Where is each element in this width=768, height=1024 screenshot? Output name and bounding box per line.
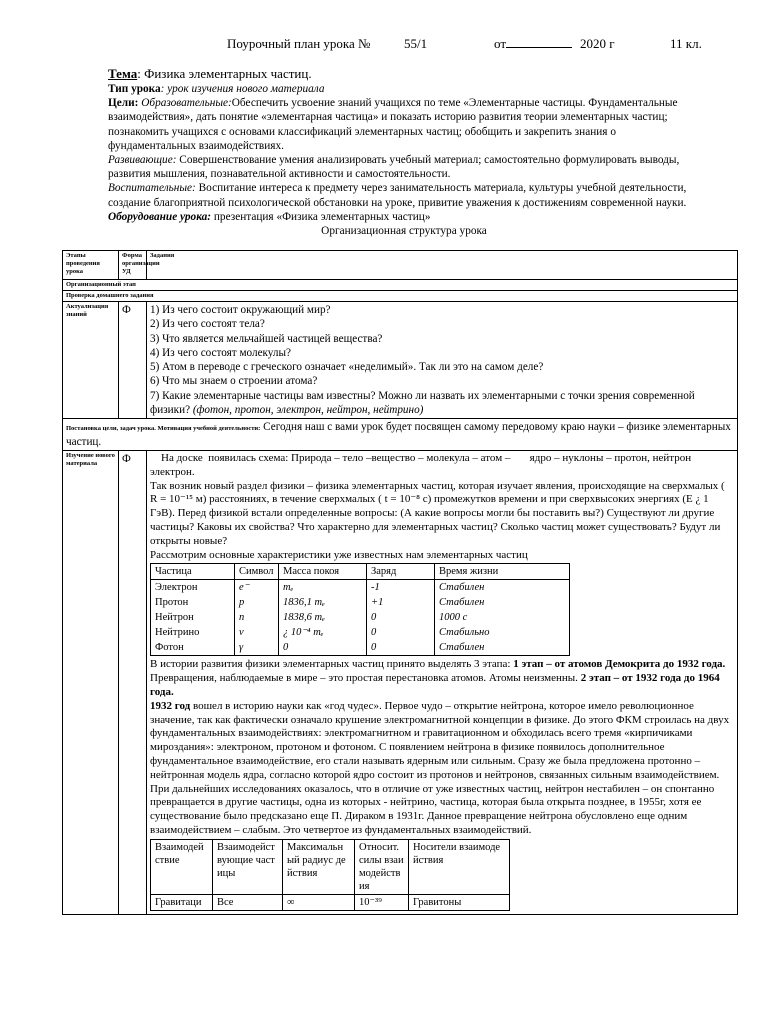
type-label: Тип урока xyxy=(108,83,161,95)
equipment xyxy=(108,210,700,224)
question: 1) Из чего состоит окружающий мир? xyxy=(150,304,331,316)
particles-table xyxy=(150,563,570,656)
particle-mass: 0 xyxy=(283,642,289,654)
dev-goals xyxy=(108,153,700,181)
particle-lifetime: Стабилен xyxy=(439,642,485,654)
stage-2: 2 этап – от 1932 года до 1964 года. xyxy=(150,672,720,698)
goal-setting-label: Постановка цели, задач урока. Мотивация учебной деятельности: xyxy=(66,425,261,433)
particles-head-cell: Масса покоя xyxy=(279,564,367,580)
particle-symbol: γ xyxy=(239,642,244,654)
year-1932-text xyxy=(150,700,734,783)
year-1932-desc: вошел в историю науки как «год чудес». Первое чудо – открытие нейтрона, которое имело революционное значение, так как фактически означало крушение электромагнитной концепции в физике. До этого ФКМ строилась на двух фундаментальных взаимодействиях: электромагнитном и гравитационном и обходилась всего тремя «кирпичиками мироздания»: электроном, протоном и фотоном. С появлением нейтрона в физике появилось дополнительное фундаментальное взаимодействие, его стали называть ядерным или сильным. Сразу же была предложена протонно – нейтронная модель ядра, согласно которой ядро состоит из протонов и нейтронов, связанных сильным взаимодействием. xyxy=(150,699,730,781)
question: 4) Из чего состоят молекулы? xyxy=(150,346,291,359)
particles-head-cell: Заряд xyxy=(367,564,435,580)
stage-1: 1 этап – от атомов Демокрита до 1932 года. xyxy=(513,658,726,671)
plan-label: Поурочный план урока № xyxy=(227,36,371,51)
grade: 11 кл. xyxy=(670,36,702,51)
table-header-row xyxy=(63,251,738,280)
upb-label: Воспитательные: xyxy=(108,182,196,195)
year-1932: 1932 год xyxy=(150,699,191,712)
interaction-row xyxy=(151,894,510,910)
question: 2) Из чего состоят тела? xyxy=(150,318,265,331)
particle-row xyxy=(151,595,570,610)
equip-label: Оборудование урока: xyxy=(108,210,212,223)
upb-text: Воспитание интереса к предмету через занимательность материала, культуры учебной деятельности, создание благоприятной психологической обстановки на уроке, привитие уважения к достижениям современной науки. xyxy=(108,182,687,209)
stages-text xyxy=(150,658,734,672)
particle-name: Нейтрон xyxy=(151,610,235,625)
header-line xyxy=(0,36,768,54)
upbringing-goals xyxy=(108,181,700,209)
particles-head-cell: Частица xyxy=(151,564,235,580)
year: 2020 г xyxy=(580,36,615,51)
question: 6) Что мы знаем о строении атома? xyxy=(150,375,318,388)
particle-mass: ¿ 10⁻⁴ mₑ xyxy=(283,627,324,639)
particle-lifetime: Стабильно xyxy=(439,627,490,639)
homework: Проверка домашнего задания xyxy=(63,291,738,302)
particle-row xyxy=(151,580,570,596)
particle-mass: mₑ xyxy=(283,582,294,594)
goals xyxy=(108,96,700,153)
particle-lifetime: Стабилен xyxy=(439,582,485,594)
goal-setting-text: Сегодня наш с вами урок будет посвящен самому передовому краю науки – физике элементарных частиц. xyxy=(66,421,731,448)
particle-row xyxy=(151,625,570,640)
actualization-row xyxy=(63,302,738,419)
particle-lifetime: Стабилен xyxy=(439,597,485,609)
form-frontal: Ф xyxy=(119,450,147,914)
date-field xyxy=(494,36,572,52)
topic-label: Тема xyxy=(108,66,138,81)
date-prefix: от xyxy=(494,36,507,51)
interaction-carriers: Гравитоны xyxy=(409,894,510,910)
particle-name: Протон xyxy=(151,595,235,610)
particle-row xyxy=(151,640,570,656)
particle-symbol: e⁻ xyxy=(239,582,250,594)
question xyxy=(150,389,734,418)
particle-charge: 0 xyxy=(371,612,377,624)
edu-text: Обеспечить усвоение знаний учащихся по теме «Элементарные частицы. Фундаментальные взаимодействия», дать понятие «элементарная частица» и показать историю развития теории элементарных частиц; познакомить учащихся с основами классификаций элементарных частиц; обобщить и закрепить знания о фундаментальных взаимодействиях. xyxy=(108,97,678,152)
lesson-structure-table xyxy=(62,250,738,915)
edu-label: Образовательные: xyxy=(141,97,232,110)
col-tasks: Задания xyxy=(147,251,738,280)
org-stage: Организационный этап xyxy=(63,280,738,291)
particle-row xyxy=(151,610,570,625)
date-blank xyxy=(506,36,572,48)
study-content xyxy=(147,450,738,914)
scheme-text: На доске появилась схема: Природа – тело –вещество – молекула – атом – ядро – нуклоны – протон, нейтрон электрон. xyxy=(150,451,694,478)
particle-name: Электрон xyxy=(151,580,235,596)
org-stage-row xyxy=(63,280,738,291)
particle-symbol: n xyxy=(239,612,245,624)
interactions-header xyxy=(151,839,510,894)
interaction-particles: Все xyxy=(213,894,283,910)
interaction-name: Гравитаци xyxy=(151,894,213,910)
interactions-head-cell: Относит. силы взаимодействия xyxy=(355,839,409,894)
interactions-head-cell: Взаимодействующие частицы xyxy=(213,839,283,894)
homework-row xyxy=(63,291,738,302)
new-branch-text: Так возник новый раздел физики – физика элементарных частиц, которая изучает явления, происходящие на сверхмалых ( R = 10⁻¹⁵ м) расстояниях, в течение сверхмалых ( t = 10⁻⁸ с) промежутков времени и при сверхвысоких энергиях (Е ¿ 1 ГэВ). Перед физикой встали определенные вопросы: (А какие вопросы могли бы поставить вы?) Существуют ли другие частицы? Каковы их свойства? Что характерно для элементарных частиц? Сколько частиц может существовать? Будут ли открыты новые? xyxy=(150,479,725,547)
study-row xyxy=(63,450,738,914)
lesson-type xyxy=(108,82,700,96)
stages-intro: В истории развития физики элементарных частиц принято выделять 3 этапа: xyxy=(150,658,514,671)
goal-setting-row xyxy=(63,419,738,451)
particle-symbol: p xyxy=(239,597,245,609)
particle-charge: 0 xyxy=(371,627,377,639)
type-value: : урок изучения нового материала xyxy=(160,83,325,95)
col-stage: Этапы проведения урока xyxy=(63,251,119,280)
stage-1-desc: Превращения, наблюдаемые в мире – это простая перестановка атомов. Атомы неизменны. xyxy=(150,672,581,685)
interactions-table xyxy=(150,839,510,911)
particle-name: Фотон xyxy=(151,640,235,656)
goals-label: Цели: xyxy=(108,97,139,110)
plan-number: 55/1 xyxy=(404,36,428,51)
particle-name: Нейтрино xyxy=(151,625,235,640)
particle-lifetime: 1000 с xyxy=(439,612,468,624)
particles-head-cell: Время жизни xyxy=(435,564,570,580)
interaction-strength: 10⁻³⁹ xyxy=(355,894,409,910)
structure-title: Организационная структура урока xyxy=(321,225,487,238)
particle-symbol: ν xyxy=(239,627,244,639)
dev-text: Совершенствование умения анализировать учебный материал; самостоятельно формулировать выводы, развития мышления, познавательной активности и самостоятельности. xyxy=(108,154,680,181)
equip-text: презентация «Физика элементарных частиц» xyxy=(211,210,431,223)
interactions-head-cell: Взаимодействие xyxy=(151,839,213,894)
col-form: Форма организации УД xyxy=(119,251,147,280)
topic: : Физика элементарных частиц. xyxy=(137,66,312,81)
particle-mass: 1838,6 mₑ xyxy=(283,612,325,624)
particles-header xyxy=(151,564,570,580)
interaction-radius: ∞ xyxy=(283,894,355,910)
lesson-intro xyxy=(108,66,700,238)
dev-label: Развивающие: xyxy=(108,154,177,167)
topic-line xyxy=(108,66,700,82)
interactions-head-cell: Максимальный радиус действия xyxy=(283,839,355,894)
form-frontal: Ф xyxy=(119,302,147,419)
goal-setting xyxy=(63,419,738,451)
interactions-head-cell: Носители взаимодействия xyxy=(409,839,510,894)
particle-charge: +1 xyxy=(371,597,384,609)
question-text: 7) Какие элементарные частицы вам известны? Можно ли назвать их элементарными с точки зрения современной физики? xyxy=(150,389,695,417)
particle-mass: 1836,1 mₑ xyxy=(283,597,325,609)
questions-list xyxy=(147,302,738,419)
particles-head-cell: Символ xyxy=(235,564,279,580)
particle-charge: 0 xyxy=(371,642,377,654)
question: 3) Что является мельчайшей частицей вещества? xyxy=(150,332,383,345)
actualization-stage: Актуализация знаний xyxy=(63,302,119,419)
question-answer: (фотон, протон, электрон, нейтрон, нейтрино) xyxy=(192,404,424,417)
neutron-decay-text: При дальнейших исследованиях оказалось, что в отличие от уже известных частиц, нейтрон нестабилен – он спонтанно превращается в другие частицы, одна из которых - нейтрино, частица, которая была открыта позднее, в 1955г, хотя ее существование было предсказано еще П. Дираком в 1931г. Данное превращение нейтрона обусловлено еще одним взаимодействием – слабым. Это четвертое из фундаментальных взаимодействий. xyxy=(150,782,715,836)
consider-text: Рассмотрим основные характеристики уже известных нам элементарных частиц xyxy=(150,548,528,561)
question: 5) Атом в переводе с греческого означает «неделимый». Так ли это на самом деле? xyxy=(150,361,544,374)
stage-1-text xyxy=(150,672,734,700)
particle-charge: -1 xyxy=(371,582,380,594)
study-stage: Изучение нового материала xyxy=(63,450,119,914)
